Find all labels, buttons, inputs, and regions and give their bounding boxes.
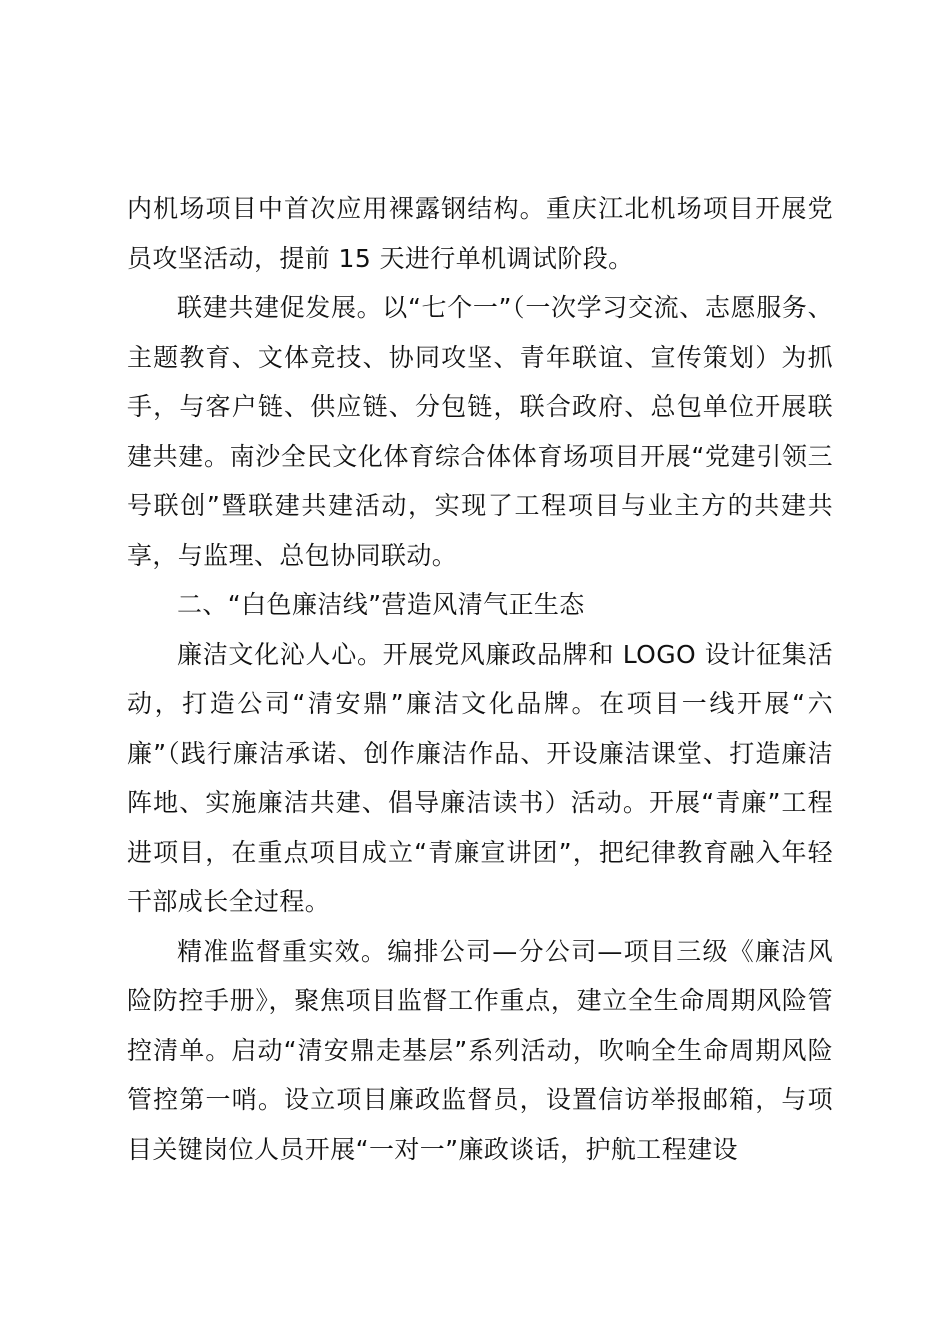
paragraph-precise-supervision: 精准监督重实效。编排公司—分公司—项目三级《廉洁风险防控手册》，聚焦项目监督工作重点，建立全生命周期风险管控清单。启动“清安鼎走基层”系列活动，吹响全生命周期风险管控第一哨。设立项目廉政监督员，设置信访举报邮箱，与项目关键岗位人员开展“一对一”廉政谈话，护航工程建设 — [127, 936, 833, 1164]
paragraph-integrity-culture: 廉洁文化沁人心。开展党风廉政品牌和 LOGO 设计征集活动，打造公司“清安鼎”廉洁文化品牌。在项目一线开展“六廉”（践行廉洁承诺、创作廉洁作品、开设廉洁课堂、打造廉洁阵地、实施廉洁共建、倡导廉洁读书）活动。开展“青廉”工程进项目，在重点项目成立“青廉宣讲团”，把纪律教育融入年轻干部成长全过程。 — [127, 639, 833, 916]
document-body — [127, 184, 833, 1174]
paragraph-continuation: 内机场项目中首次应用裸露钢结构。重庆江北机场项目开展党员攻坚活动，提前 15 天进行单机调试阶段。 — [127, 194, 833, 273]
section-heading-integrity: 二、“白色廉洁线”营造风清气正生态 — [177, 590, 585, 619]
paragraph-joint-construction: 联建共建促发展。以“七个一”（一次学习交流、志愿服务、主题教育、文体竞技、协同攻坚、青年联谊、宣传策划）为抓手，与客户链、供应链、分包链，联合政府、总包单位开展联建共建。南沙全民文化体育综合体体育场项目开展“党建引领三号联创”暨联建共建活动，实现了工程项目与业主方的共建共享，与监理、总包协同联动。 — [127, 293, 833, 570]
